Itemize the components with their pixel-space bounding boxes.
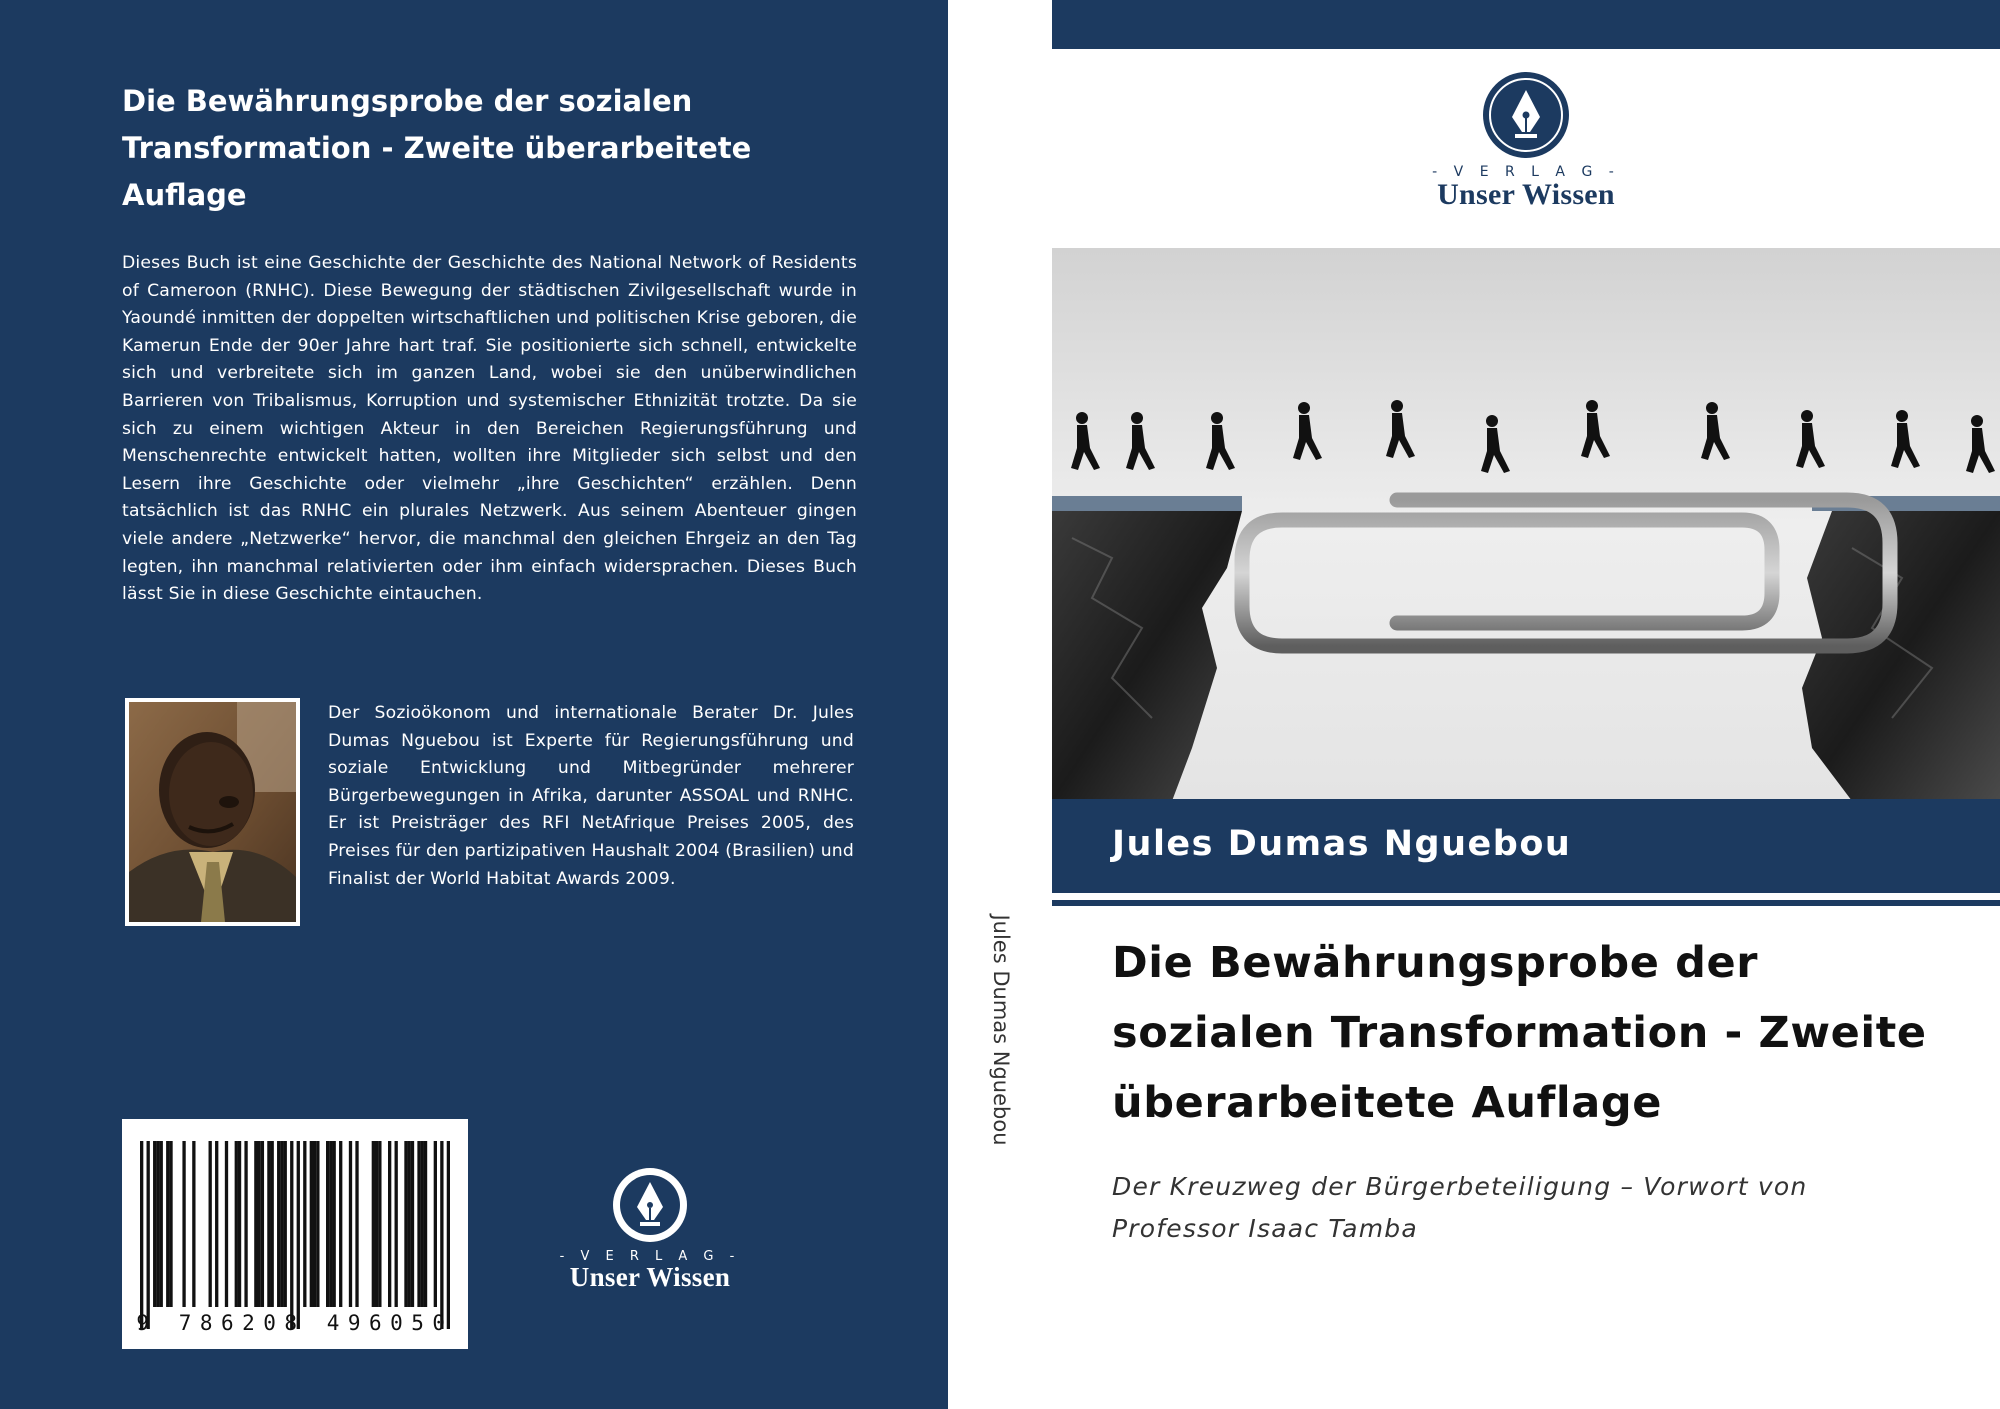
author-band xyxy=(1052,799,2000,893)
isbn-barcode xyxy=(122,1119,468,1349)
barcode-bar xyxy=(182,1141,185,1307)
barcode-bar xyxy=(244,1141,247,1307)
front-author-name: Jules Dumas Nguebou xyxy=(1112,824,1572,864)
top-band xyxy=(1052,0,2000,49)
publisher-name: Unser Wissen xyxy=(569,1262,731,1292)
paperclip-bridge-illustration xyxy=(1052,248,2000,801)
front-cover xyxy=(1052,0,2000,1409)
barcode-bar xyxy=(156,1141,159,1307)
cover-illustration xyxy=(1052,248,2000,801)
front-publisher-logo xyxy=(1401,70,1651,212)
barcode-bar xyxy=(349,1141,352,1307)
barcode-bar xyxy=(310,1141,313,1307)
author-portrait-image xyxy=(129,702,296,922)
barcode-bar xyxy=(254,1141,257,1307)
publisher-name: Unser Wissen xyxy=(1437,178,1615,211)
back-cover-blurb: Dieses Buch ist eine Geschichte der Geschichte des National Network of Residents of Cameroon (RNHC). Diese Bewegung der städtischen Zivilgesellschaft wurde in Yaoundé inmitten der doppelten wirtschaftlichen und politischen Krise geboren, die Kamerun Ende der 90er Jahre hart traf. Sie positionierte sich schnell, entwickelte sich und verbreitete sich im ganzen Land, wobei sie den unüberwindlichen Barrieren von Tribalismus, Korruption und systemischer Ethnizität trotzte. Da sie sich zu einem wichtigen Akteur in den Bereichen Regierungsführung und Menschenrechte entwickelt hatten, wollten ihre Mitglieder sich selbst und den Lesern ihre Geschichte oder vielmehr „ihre Geschichten“ erzählen. Denn tatsächlich ist das RNHC ein plurales Netzwerk. Aus seinem Abenteuer gingen viele andere „Netzwerke“ hervor, die manchmal den gleichen Ehrgeiz an den Tag legten, ihn manchmal relativierten oder ihm einfach widersprachen. Dieses Buch lässt Sie in diese Geschichte eintauchen. xyxy=(122,253,857,605)
publisher-verlag-label: - V E R L A G - xyxy=(1432,164,1620,180)
barcode-bar xyxy=(316,1141,319,1307)
barcode-bar xyxy=(355,1141,358,1307)
barcode-bar xyxy=(404,1141,407,1307)
barcode-bar xyxy=(424,1141,427,1307)
barcode-bar xyxy=(329,1141,332,1307)
barcode-bar xyxy=(209,1141,212,1307)
barcode-bar xyxy=(257,1141,260,1307)
barcode-bar xyxy=(215,1141,218,1307)
barcode-bar xyxy=(421,1141,424,1307)
barcode-bar xyxy=(417,1141,420,1307)
barcode-bar xyxy=(440,1141,443,1329)
barcode-bar xyxy=(326,1141,329,1307)
back-cover xyxy=(0,0,948,1409)
barcode-bar xyxy=(169,1141,172,1307)
barcode-bar xyxy=(434,1141,437,1307)
fountain-pen-seal-icon xyxy=(1481,70,1571,160)
barcode-bar xyxy=(333,1141,336,1307)
barcode-bar xyxy=(290,1141,293,1329)
barcode-bar xyxy=(238,1141,241,1307)
barcode-bar xyxy=(271,1141,274,1307)
isbn-number: 9 786208 496050 xyxy=(136,1311,454,1335)
back-cover-title: Die Bewährungsprobe der sozialen Transformation - Zweite überarbeitete Auflage xyxy=(122,84,752,212)
barcode-bar xyxy=(411,1141,414,1307)
divider-line xyxy=(1052,900,2000,906)
barcode-bar xyxy=(153,1141,156,1307)
barcode-bar xyxy=(280,1141,283,1307)
barcode-bar xyxy=(225,1141,228,1307)
barcode-bar xyxy=(235,1141,238,1307)
barcode-bar xyxy=(147,1141,150,1329)
author-photo xyxy=(125,698,300,926)
barcode-bar xyxy=(140,1141,143,1329)
fountain-pen-seal-icon xyxy=(610,1165,690,1245)
back-publisher-logo xyxy=(550,1165,750,1293)
barcode-bar xyxy=(378,1141,381,1307)
front-cover-subtitle: Der Kreuzweg der Bürgerbeteiligung – Vorwort von Professor Isaac Tamba xyxy=(1112,1172,1808,1243)
barcode-bar xyxy=(261,1141,264,1307)
barcode-bar xyxy=(297,1141,300,1329)
barcode-bar xyxy=(166,1141,169,1307)
barcode-bar xyxy=(375,1141,378,1307)
barcode-bars xyxy=(140,1141,450,1329)
barcode-bar xyxy=(313,1141,316,1307)
barcode-bar xyxy=(160,1141,163,1307)
front-cover-title: Die Bewährungsprobe der sozialen Transformation - Zweite überarbeitete Auflage xyxy=(1112,938,1927,1128)
publisher-verlag-label: - V E R L A G - xyxy=(559,1249,741,1264)
barcode-bar xyxy=(267,1141,270,1307)
spine-author: Jules Dumas Nguebou xyxy=(989,914,1013,1146)
barcode-bar xyxy=(303,1141,306,1307)
barcode-bar xyxy=(192,1141,195,1307)
author-bio: Der Sozioökonom und internationale Berater Dr. Jules Dumas Nguebou ist Experte für Regierungsführung und soziale Entwicklung und Mitbegründer mehrerer Bürgerbewegungen in Afrika, darunter ASSOAL und RNHC. Er ist Preisträger des RFI NetAfrique Preises 2005, des Preises für den partizipativen Haushalt 2004 (Brasilien) und Finalist der World Habitat Awards 2009. xyxy=(328,703,854,889)
barcode-bar xyxy=(284,1141,287,1307)
barcode-bar xyxy=(395,1141,398,1307)
spine xyxy=(948,0,1052,1409)
barcode-bar xyxy=(277,1141,280,1307)
barcode-bar xyxy=(372,1141,375,1307)
barcode-bar xyxy=(388,1141,391,1307)
barcode-bar xyxy=(447,1141,450,1329)
barcode-bar xyxy=(339,1141,342,1307)
barcode-bar xyxy=(408,1141,411,1307)
